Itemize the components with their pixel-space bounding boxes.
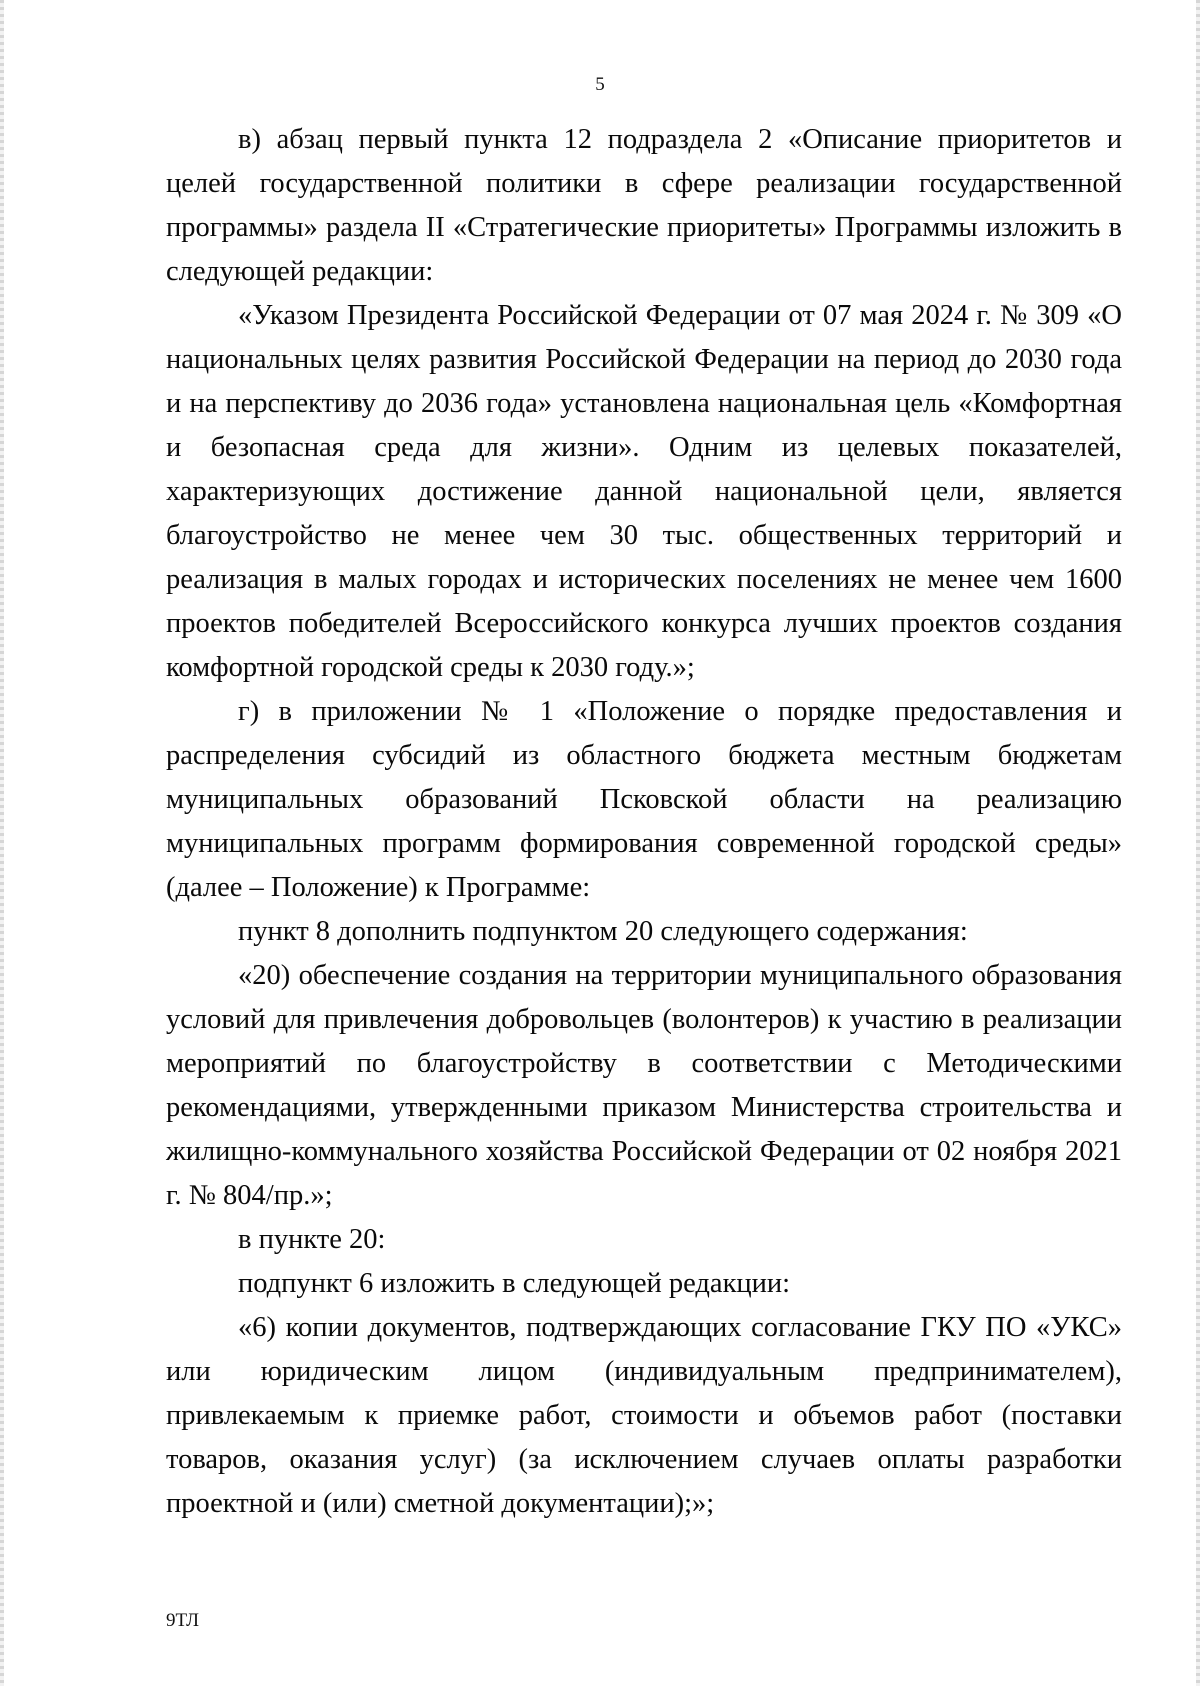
paragraph-subpoint-6-intro: подпункт 6 изложить в следующей редакции: — [238, 1268, 791, 1299]
paragraph-subpoint-6-text: «6) копии документов, подтверждающих согласование ГКУ ПО «УКС» или юридическим лицом (индивидуальным предпринимателем), привлекаемым к приемке работ, стоимости и объемов работ (поставки товаров, оказания услуг) (за исключением случаев оплаты разработки проектной и (или) сметной документации);»; — [166, 1312, 1122, 1519]
footer-code: 9ТЛ — [166, 1610, 200, 1631]
paragraph-v-clause: в) абзац первый пункта 12 подраздела 2 «Описание приоритетов и целей государственной политики в сфере реализации государственной программы» раздела II «Стратегические приоритеты» Программы изложить в следующей редакции: — [166, 124, 1122, 287]
scan-edge-right — [1196, 0, 1200, 1686]
paragraph-decree-quote: «Указом Президента Российской Федерации от 07 мая 2024 г. № 309 «О национальных целях развития Российской Федерации на период до 2030 года и на перспективу до 2036 года» установлена национальная цель «Комфортная и безопасная среда для жизни». Одним из целевых показателей, характеризующих достижение данной национальной цели, является благоустройство не менее чем 30 тыс. общественных территорий и реализация в малых городах и исторических поселениях не менее чем 1600 проектов победителей Всероссийского конкурса лучших проектов создания комфортной городской среды к 2030 году.»; — [166, 300, 1122, 683]
paragraph-subpoint-20: «20) обеспечение создания на территории муниципального образования условий для привлечения добровольцев (волонтеров) к участию в реализации мероприятий по благоустройству в соответствии с Методическими рекомендациями, утвержденными приказом Министерства строительства и жилищно-коммунального хозяйства Российской Федерации от 02 ноября 2021 г. № 804/пр.»; — [166, 960, 1122, 1211]
page-number: 5 — [595, 74, 605, 95]
paragraph-point-8: пункт 8 дополнить подпунктом 20 следующего содержания: — [238, 916, 968, 947]
paragraph-point-20: в пункте 20: — [238, 1224, 386, 1255]
scan-edge-left — [0, 0, 4, 1686]
document-body — [166, 118, 1122, 1526]
paragraph-g-clause: г) в приложении № 1 «Положение о порядке предоставления и распределения субсидий из областного бюджета местным бюджетам муниципальных образований Псковской области на реализацию муниципальных программ формирования современной городской среды» (далее – Положение) к Программе: — [166, 696, 1122, 903]
